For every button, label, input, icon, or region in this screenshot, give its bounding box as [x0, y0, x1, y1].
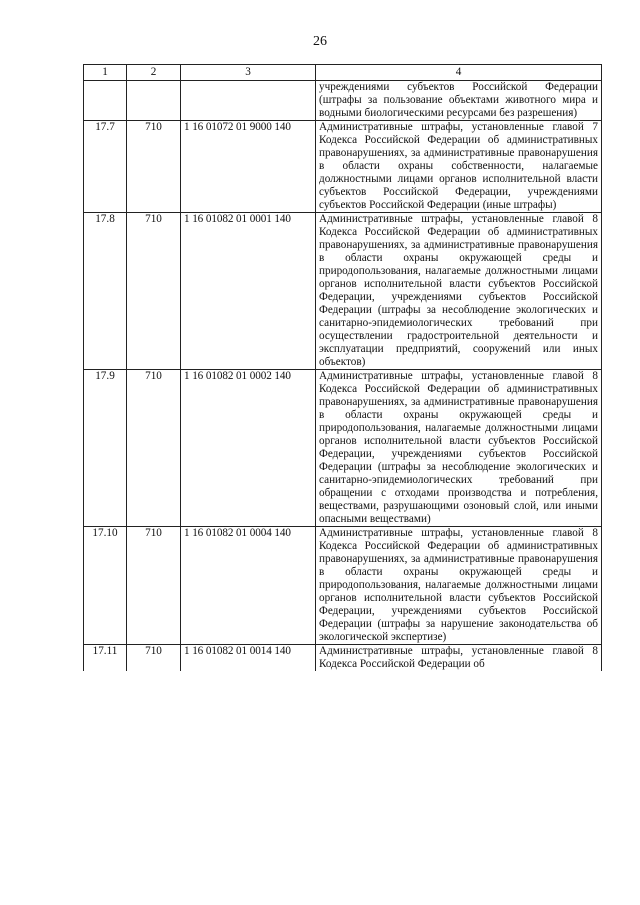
table-row-continuation	[84, 81, 602, 121]
table-row	[84, 213, 602, 370]
cell-empty	[127, 81, 181, 121]
row-number: 17.8	[84, 213, 127, 370]
row-number: 17.11	[84, 645, 127, 672]
header-cell-col1: 1	[84, 65, 127, 81]
cell-empty	[84, 81, 127, 121]
header-cell-col2: 2	[127, 65, 181, 81]
row-description: Административные штрафы, установленные главой 7 Кодекса Российской Федерации об административных правонарушениях, за административные правонарушения в области охраны собственности, налагаемые должностными лицами органов исполнительной власти субъектов Российской Федерации, учреждениями субъектов Российской Федерации (иные штрафы)	[316, 121, 602, 213]
row-description: Административные штрафы, установленные главой 8 Кодекса Российской Федерации об административных правонарушениях, за административные правонарушения в области охраны окружающей среды и природопользования, налагаемые должностными лицами органов исполнительной власти субъектов Российской Федерации, учреждениями субъектов Российской Федерации (штрафы за несоблюдение экологических и санитарно-эпидемиологических требований при обращении с отходами производства и потребления, веществами, разрушающими озоновый слой, или иными опасными веществами)	[316, 370, 602, 527]
budget-code: 1 16 01082 01 0001 140	[181, 213, 316, 370]
budget-code: 1 16 01082 01 0014 140	[181, 645, 316, 672]
row-number: 17.7	[84, 121, 127, 213]
admin-code: 710	[127, 121, 181, 213]
continuation-description: учреждениями субъектов Российской Федерации (штрафы за пользование объектами животного мира и водными биологическими ресурсами без разрешения)	[316, 81, 602, 121]
table-row	[84, 645, 602, 672]
table-row	[84, 370, 602, 527]
page-number: 26	[313, 34, 327, 49]
row-description: Административные штрафы, установленные главой 8 Кодекса Российской Федерации об	[316, 645, 602, 672]
table-row	[84, 527, 602, 645]
table-row	[84, 121, 602, 213]
cell-empty	[181, 81, 316, 121]
admin-code: 710	[127, 370, 181, 527]
row-description: Административные штрафы, установленные главой 8 Кодекса Российской Федерации об административных правонарушениях, за административные правонарушения в области охраны окружающей среды и природопользования, налагаемые должностными лицами органов исполнительной власти субъектов Российской Федерации, учреждениями субъектов Российской Федерации (штрафы за нарушение законодательства об экологической экспертизе)	[316, 527, 602, 645]
header-cell-col3: 3	[181, 65, 316, 81]
admin-code: 710	[127, 645, 181, 672]
row-description: Административные штрафы, установленные главой 8 Кодекса Российской Федерации об административных правонарушениях, за административные правонарушения в области охраны окружающей среды и природопользования, налагаемые должностными лицами органов исполнительной власти субъектов Российской Федерации, учреждениями субъектов Российской Федерации (штрафы за несоблюдение экологических и санитарно-эпидемиологических требований при осуществлении градостроительной деятельности и эксплуатации предприятий, сооружений или иных объектов)	[316, 213, 602, 370]
row-number: 17.10	[84, 527, 127, 645]
fines-table	[83, 64, 602, 671]
header-cell-col4: 4	[316, 65, 602, 81]
admin-code: 710	[127, 527, 181, 645]
budget-code: 1 16 01082 01 0004 140	[181, 527, 316, 645]
row-number: 17.9	[84, 370, 127, 527]
budget-code: 1 16 01082 01 0002 140	[181, 370, 316, 527]
budget-code: 1 16 01072 01 9000 140	[181, 121, 316, 213]
admin-code: 710	[127, 213, 181, 370]
header-row	[84, 65, 602, 81]
